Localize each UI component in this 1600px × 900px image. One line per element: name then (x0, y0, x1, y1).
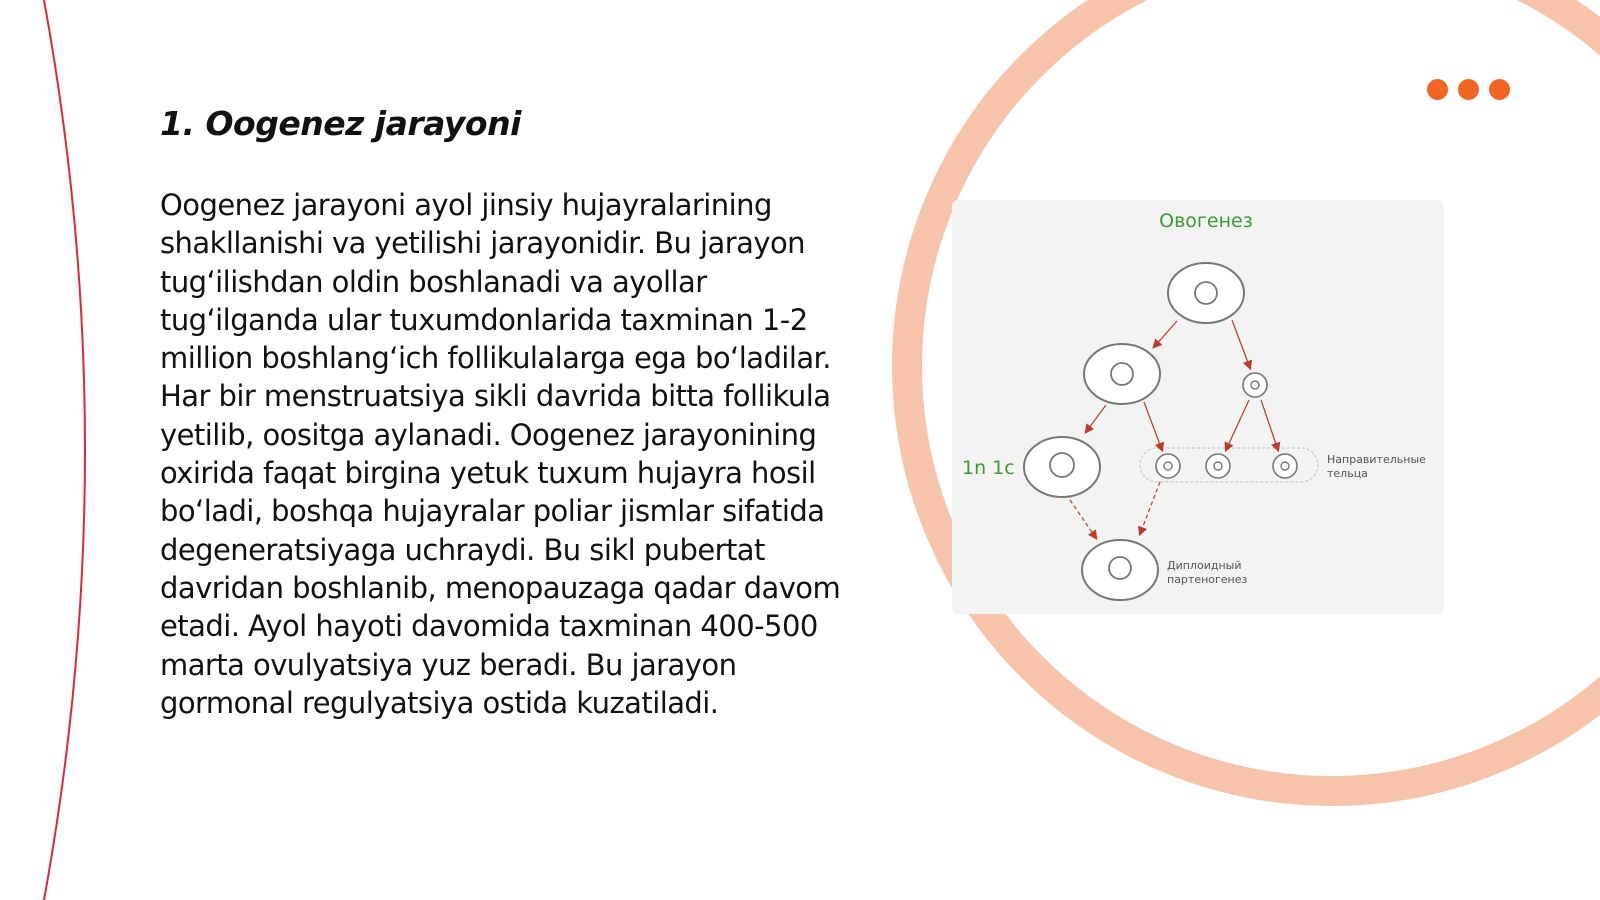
cell-nucleus (1109, 557, 1131, 579)
polar-bodies-label: тельца (1327, 467, 1368, 480)
cell-nucleus (1111, 363, 1133, 385)
diagram-side-label: 1n 1c (962, 457, 1015, 479)
arrow-dashed (1070, 500, 1096, 538)
polar-bodies-label: Направительные (1327, 453, 1426, 466)
arrow (1086, 405, 1106, 432)
diagram-title: Овогенез (1159, 210, 1253, 232)
dot-icon (1458, 79, 1479, 100)
polar-body-nucleus (1164, 462, 1172, 470)
ellipsis-dots-icon (1427, 79, 1511, 101)
slide-body-text: Oogenez jarayoni ayol jinsiy hujayralarining shakllanishi va yetilishi jarayonidir. Bu jarayon tug‘ilishdan oldin boshlanadi va ayollar tug‘ilganda ular tuxumdonlarida taxminan 1-2 million boshlang‘ich follikulalarga ega bo‘ladilar. Har bir menstruatsiya sikli davrida bitta follikula yetilib, oositga aylanadi. Oogenez jarayonining oxirida faqat birgina yetuk tuxum hujayra hosil bo‘ladi, boshqa hujayralar poliar jismlar sifatida degeneratsiyaga uchraydi. Bu sikl pubertat davridan boshlanib, menopauzaga qadar davom etadi. Ayol hayoti davomida taxminan 400-500 marta ovulyatsiya yuz beradi. Bu jarayon gormonal regulyatsiya ostida kuzatiladi. (160, 188, 841, 720)
oogenesis-diagram-graphic (952, 200, 1444, 614)
polar-body-nucleus (1281, 462, 1289, 470)
left-red-curve (44, 0, 85, 900)
dot-icon (1427, 79, 1448, 100)
arrow (1232, 320, 1250, 368)
polar-body-nucleus (1251, 381, 1259, 389)
arrow (1154, 321, 1177, 347)
polar-body-nucleus (1214, 462, 1222, 470)
arrow (1144, 402, 1162, 450)
oogenesis-diagram (952, 200, 1444, 614)
arrow (1226, 400, 1249, 450)
diploid-label: Диплоидный (1167, 559, 1242, 572)
cell-nucleus (1050, 453, 1074, 477)
diploid-label: партеногенез (1167, 573, 1248, 586)
dot-icon (1489, 79, 1510, 100)
arrow (1261, 400, 1278, 450)
slide-title: 1. Oogenez jarayoni (160, 104, 521, 143)
arrow-dashed (1140, 482, 1160, 534)
cell-nucleus (1195, 282, 1217, 304)
